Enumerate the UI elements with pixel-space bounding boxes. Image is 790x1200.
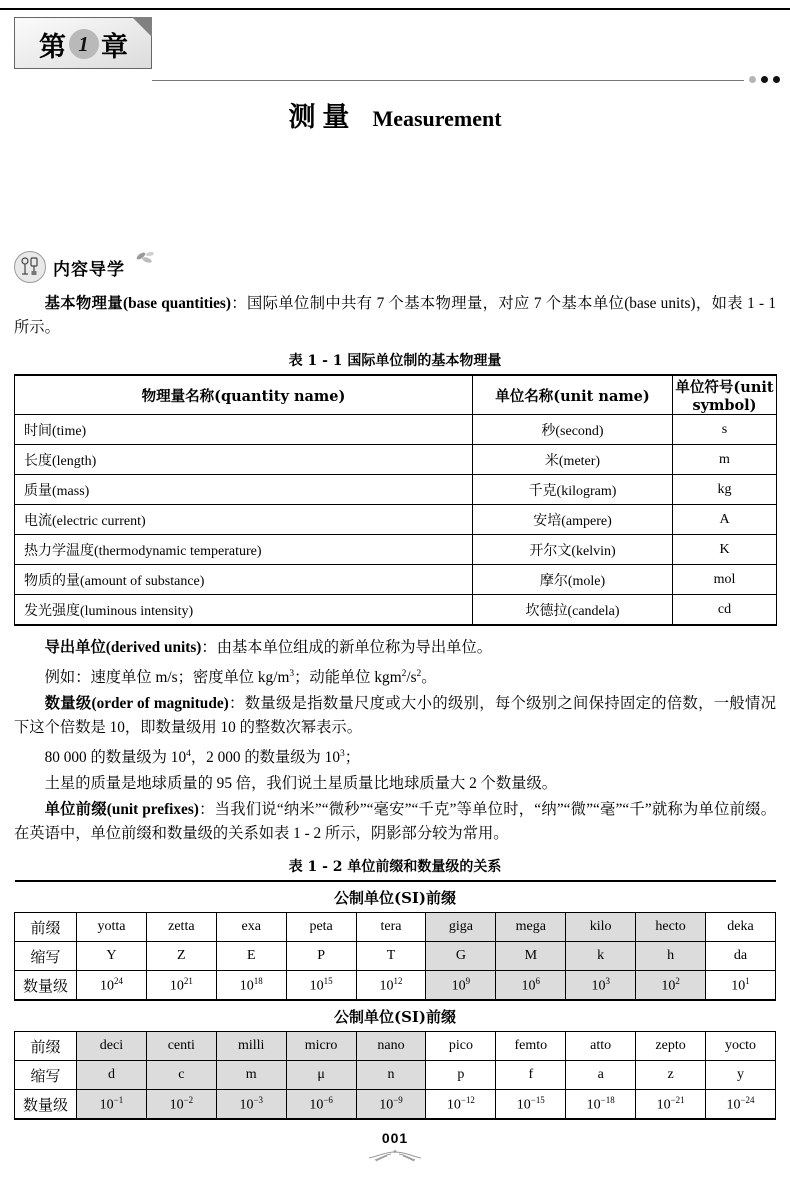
measuring-tools-icon (18, 255, 42, 279)
prefix-cell: femto (496, 1032, 566, 1061)
prefix-cell: giga (426, 913, 496, 942)
table-row (15, 1032, 776, 1061)
header-dots-decoration (749, 76, 780, 83)
exponent: 21 (183, 975, 193, 986)
unit-name-cell: 秒(second) (473, 415, 673, 445)
abbreviation-cell: a (566, 1061, 636, 1090)
exponent: −9 (393, 1094, 403, 1105)
prefix-cell: zetta (146, 913, 216, 942)
table-row (15, 415, 777, 445)
table2-band-upper (15, 881, 776, 913)
unit-symbol-cell: mol (673, 565, 777, 595)
dot-icon (773, 76, 780, 83)
prefix-cell: tera (356, 913, 426, 942)
chapter-number-badge: 1 (69, 29, 99, 59)
magnitude-cell: $10^{-2}$ (146, 1090, 216, 1120)
table1-header-cell: 物理量名称(quantity name) (15, 375, 473, 415)
abbreviation-cell: m (216, 1061, 286, 1090)
exponent: 1 (745, 975, 750, 986)
abbreviation-cell: y (706, 1061, 776, 1090)
abbreviation-cell: P (286, 942, 356, 971)
abbreviation-cell: M (496, 942, 566, 971)
paragraph-unit-prefixes (14, 798, 776, 846)
table2-row-label: 缩写 (15, 1061, 77, 1090)
chapter-suffix: 章 (101, 31, 129, 63)
table1-header-cell: 单位名称(unit name) (473, 375, 673, 415)
table-row (15, 913, 776, 942)
magnitude-cell: $10^6$ (496, 971, 566, 1001)
table1-caption: 表 1 - 1 国际单位制的基本物理量 (288, 353, 502, 369)
prefix-cell: nano (356, 1032, 426, 1061)
exponent: −21 (670, 1094, 685, 1105)
table-row (15, 595, 777, 626)
paragraph-saturn-example: 土星的质量是地球质量的 95 倍，我们说土星质量比地球质量大 2 个数量级。 (44, 775, 558, 793)
exponent: 6 (535, 975, 541, 986)
quantity-name-cell: 热力学温度(thermodynamic temperature) (15, 535, 473, 565)
example-sup-1: 3 (289, 669, 295, 679)
prefix-cell: yotta (77, 913, 147, 942)
exponent: −12 (460, 1094, 475, 1105)
unit-symbol-cell: A (673, 505, 777, 535)
exponent: −2 (183, 1094, 194, 1105)
sparkle-icon (133, 251, 159, 272)
magnitude-cell: $10^9$ (426, 971, 496, 1001)
table2-row-label: 数量级 (15, 1090, 77, 1120)
prefix-cell: deka (706, 913, 776, 942)
top-rule (0, 8, 790, 10)
table2-row-label: 前缀 (15, 913, 77, 942)
header-rule (152, 80, 744, 81)
page-footer (0, 1130, 790, 1163)
exponent: −15 (530, 1094, 545, 1105)
magnitude-cell: $10^{18}$ (216, 971, 286, 1001)
exponent: 18 (253, 975, 263, 986)
magnitude-cell: $10^{-18}$ (566, 1090, 636, 1120)
magnitude-cell: $10^{24}$ (77, 971, 147, 1001)
table2-row-label: 前缀 (15, 1032, 77, 1061)
table-row (15, 565, 777, 595)
abbreviation-cell: E (216, 942, 286, 971)
page-number: 001 (381, 1130, 409, 1146)
magnitude-sup-1: 4 (186, 749, 191, 760)
exponent: −1 (113, 1094, 124, 1105)
magnitude-example-b: ，2 000 的数量级为 10 (190, 749, 340, 767)
exponent: 3 (605, 975, 610, 986)
term-derived-units: 导出单位(derived units) (44, 639, 202, 656)
magnitude-cell: $10^{-9}$ (356, 1090, 426, 1120)
unit-symbol-cell: cd (673, 595, 777, 626)
abbreviation-cell: c (146, 1061, 216, 1090)
quantity-name-cell: 时间(time) (15, 415, 473, 445)
prefix-cell: centi (146, 1032, 216, 1061)
magnitude-cell: $10^{-24}$ (706, 1090, 776, 1120)
abbreviation-cell: da (706, 942, 776, 971)
term-unit-prefixes: 单位前缀(unit prefixes) (44, 801, 199, 819)
unit-name-cell: 安培(ampere) (473, 505, 673, 535)
exponent: 2 (675, 975, 680, 986)
example-sup-3: 2 (416, 669, 422, 679)
magnitude-example-c: ； (344, 749, 361, 767)
magnitude-sup-2: 3 (339, 749, 345, 760)
paragraph-unit-prefixes-text: ：当我们说“纳米”“微秒”“毫安”“千克”等单位时，“纳”“微”“毫”“千”就称为单位前缀。在英语中，单位前缀和数量级的关系如表 1 - 2 所示，阴影部分较为常用。 (14, 801, 777, 843)
exponent: −6 (323, 1094, 333, 1105)
magnitude-cell: $10^{21}$ (146, 971, 216, 1001)
prefix-cell: peta (286, 913, 356, 942)
section-heading (14, 250, 776, 284)
quantity-name-cell: 发光强度(luminous intensity) (15, 595, 473, 626)
guide-badge-icon (14, 251, 46, 283)
magnitude-cell: $10^{-6}$ (286, 1090, 356, 1120)
paragraph-derived-examples (14, 662, 776, 690)
paragraph-order-of-magnitude-text: ：数量级是指数量尺度或大小的级别，每个级别之间保持固定的倍数，一般情况下这个倍数是 10，即数量级用 10 的整数次幂表示。 (14, 695, 776, 737)
chapter-prefix: 第 (39, 31, 67, 63)
paragraph-base-quantities-text: ：国际单位制中共有 7 个基本物理量，对应 7 个基本单位(base units)，如表 1 - 1 所示。 (14, 295, 776, 336)
table2-band-label: 公制单位(SI)前缀 (15, 1000, 776, 1032)
table-row (15, 535, 777, 565)
prefix-cell: kilo (566, 913, 636, 942)
abbreviation-cell: n (356, 1061, 426, 1090)
magnitude-cell: $10^2$ (636, 971, 706, 1001)
prefix-cell: pico (426, 1032, 496, 1061)
table-row (15, 1061, 776, 1090)
table2-row-label: 缩写 (15, 942, 77, 971)
magnitude-example-a: 80 000 的数量级为 10 (44, 749, 187, 767)
paragraph-derived-units-text: ：由基本单位组成的新单位称为导出单位。 (201, 639, 493, 656)
exponent: 12 (393, 975, 403, 986)
main-content (14, 250, 776, 1120)
unit-symbol-cell: K (673, 535, 777, 565)
table1-header-row (15, 375, 777, 415)
magnitude-cell: $10^3$ (566, 971, 636, 1001)
magnitude-cell: $10^{15}$ (286, 971, 356, 1001)
dot-icon (761, 76, 768, 83)
quantity-name-cell: 物质的量(amount of substance) (15, 565, 473, 595)
chapter-tab-text (15, 18, 153, 70)
exponent: 15 (323, 975, 333, 986)
abbreviation-cell: z (636, 1061, 706, 1090)
quantity-name-cell: 电流(electric current) (15, 505, 473, 535)
quantity-name-cell: 质量(mass) (15, 475, 473, 505)
magnitude-cell: $10^{-21}$ (636, 1090, 706, 1120)
quantity-name-cell: 长度(length) (15, 445, 473, 475)
unit-name-cell: 开尔文(kelvin) (473, 535, 673, 565)
page-header (0, 0, 790, 150)
exponent: −3 (253, 1094, 263, 1105)
magnitude-cell: $10^{-3}$ (216, 1090, 286, 1120)
table-row (15, 942, 776, 971)
table-row (15, 505, 777, 535)
unit-symbol-cell: kg (673, 475, 777, 505)
dot-icon (749, 76, 756, 83)
unit-name-cell: 千克(kilogram) (473, 475, 673, 505)
paragraph-magnitude-examples (14, 742, 776, 770)
abbreviation-cell: μ (286, 1061, 356, 1090)
unit-symbol-cell: s (673, 415, 777, 445)
term-base-quantities: 基本物理量(base quantities) (44, 295, 231, 312)
prefix-cell: hecto (636, 913, 706, 942)
exponent: 24 (113, 975, 123, 986)
page-title-cn: 测量 (288, 102, 357, 133)
paragraph-derived-units (14, 636, 776, 660)
abbreviation-cell: Z (146, 942, 216, 971)
exponent: 9 (465, 975, 471, 986)
term-order-of-magnitude: 数量级(order of magnitude) (44, 695, 229, 713)
example-end: 。 (421, 669, 437, 687)
abbreviation-cell: k (566, 942, 636, 971)
prefix-cell: deci (77, 1032, 147, 1061)
unit-name-cell: 坎德拉(candela) (473, 595, 673, 626)
magnitude-cell: $10^{-1}$ (77, 1090, 147, 1120)
chapter-title-row (0, 95, 790, 134)
section-title: 内容导学 (53, 259, 125, 280)
paragraph-order-of-magnitude (14, 692, 776, 740)
magnitude-cell: $10^1$ (706, 971, 776, 1001)
prefix-cell: milli (216, 1032, 286, 1061)
magnitude-cell: $10^{-12}$ (426, 1090, 496, 1120)
prefix-cell: micro (286, 1032, 356, 1061)
example-sup-2: 2 (401, 669, 407, 679)
table2-band-label: 公制单位(SI)前缀 (15, 881, 776, 913)
example-mid: ；动能单位 kgm (294, 669, 402, 687)
magnitude-cell: $10^{-15}$ (496, 1090, 566, 1120)
abbreviation-cell: Y (77, 942, 147, 971)
prefix-cell: yocto (706, 1032, 776, 1061)
table1-header-cell: 单位符号(unit symbol) (673, 375, 777, 415)
prefix-cell: zepto (636, 1032, 706, 1061)
prefix-cell: atto (566, 1032, 636, 1061)
table2-row-label: 数量级 (15, 971, 77, 1001)
table2-band-lower (15, 1000, 776, 1032)
example-prefix: 例如：速度单位 m/s；密度单位 kg/m (44, 669, 290, 687)
table-row (15, 475, 777, 505)
exponent: −18 (600, 1094, 615, 1105)
abbreviation-cell: G (426, 942, 496, 971)
table2-caption: 表 1 - 2 单位前缀和数量级的关系 (288, 859, 502, 876)
example-mid-2: /s (406, 669, 417, 687)
page-title-en: Measurement (372, 106, 502, 131)
footer-flourish-icon (335, 1149, 455, 1163)
table-row (15, 971, 776, 1001)
exponent: −24 (740, 1094, 755, 1105)
chapter-tab (14, 17, 152, 69)
unit-name-cell: 米(meter) (473, 445, 673, 475)
table-base-quantities (14, 374, 777, 626)
unit-name-cell: 摩尔(mole) (473, 565, 673, 595)
abbreviation-cell: h (636, 942, 706, 971)
table-unit-prefixes (14, 880, 776, 1120)
table-row (15, 1090, 776, 1120)
abbreviation-cell: f (496, 1061, 566, 1090)
prefix-cell: mega (496, 913, 566, 942)
prefix-cell: exa (216, 913, 286, 942)
abbreviation-cell: p (426, 1061, 496, 1090)
magnitude-cell: $10^{12}$ (356, 971, 426, 1001)
table-row (15, 445, 777, 475)
unit-symbol-cell: m (673, 445, 777, 475)
abbreviation-cell: T (356, 942, 426, 971)
paragraph-base-quantities (14, 292, 776, 340)
abbreviation-cell: d (77, 1061, 147, 1090)
